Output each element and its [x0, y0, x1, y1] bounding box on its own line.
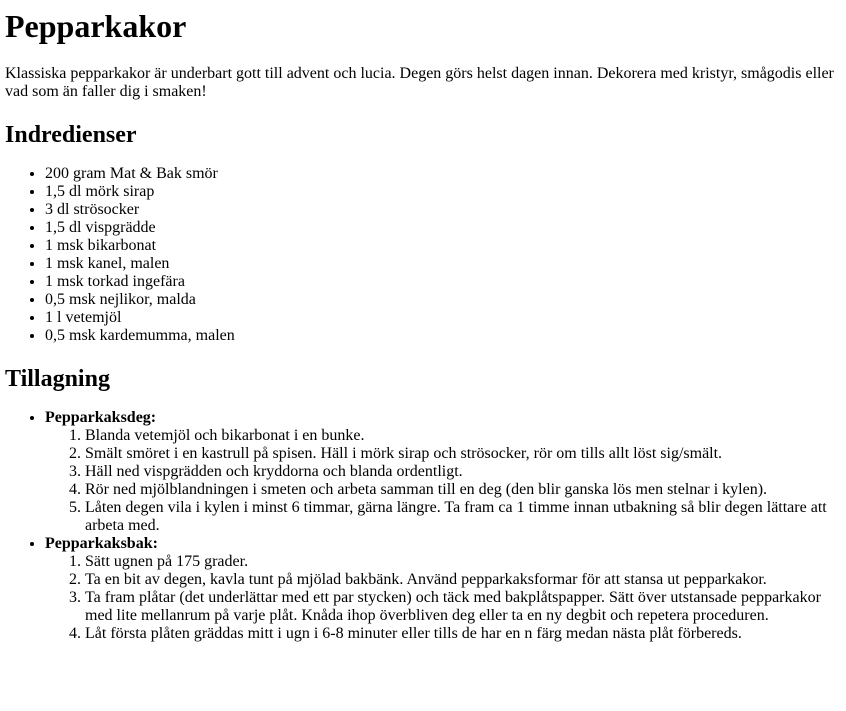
page-title: Pepparkakor — [5, 8, 187, 44]
step-item: 3. Ta fram plåtar (det underlättar med ett par stycken) och täck med bakplåtspapper. Sätt över utstansade pepparkakor med lite mellanrum på varje plåt. Knåda ihop överbliven deg eller ta en ny degbit och repetera proceduren. — [85, 589, 838, 625]
step-item: 4. Rör ned mjölblandningen i smeten och arbeta samman till en deg (den blir ganska lös men stelnar i kylen). — [85, 481, 838, 499]
intro-paragraph: Klassiska pepparkakor är underbart gott till advent och lucia. Degen görs helst dagen innan. Dekorera med kristyr, smågodis eller vad som än faller dig i smaken! — [5, 65, 834, 100]
method-sections-list — [5, 409, 838, 643]
step-item: 4. Låt första plåten gräddas mitt i ugn i 6-8 minuter eller tills de har en n färg medan nästa plåt förbereds. — [85, 625, 838, 643]
step-item: 2. Smält smöret i en kastrull på spisen. Häll i mörk sirap och strösocker, rör om tills allt löst sig/smält. — [85, 445, 838, 463]
method-section-dough — [45, 409, 838, 535]
ingredient-item: • 0,5 msk kardemumma, malen — [45, 327, 838, 345]
ingredient-item: • 3 dl strösocker — [45, 201, 838, 219]
ingredient-item: • 0,5 msk nejlikor, malda — [45, 291, 838, 309]
dough-steps-list — [45, 427, 838, 535]
section-title-dough: Pepparkaksdeg: — [45, 409, 157, 426]
ingredient-item: • 1 msk torkad ingefära — [45, 273, 838, 291]
step-item: 3. Häll ned vispgrädden och kryddorna och blanda ordentligt. — [85, 463, 838, 481]
ingredient-item: • 200 gram Mat & Bak smör — [45, 165, 838, 183]
ingredient-item: • 1,5 dl vispgrädde — [45, 219, 838, 237]
ingredient-item: • 1 msk bikarbonat — [45, 237, 838, 255]
recipe-page — [0, 8, 846, 643]
step-item: 5. Låten degen vila i kylen i minst 6 timmar, gärna längre. Ta fram ca 1 timme innan utbakning så blir degen lättare att arbeta med. — [85, 499, 838, 535]
step-item: 1. Sätt ugnen på 175 grader. — [85, 553, 838, 571]
method-section-baking — [45, 535, 838, 643]
step-item: 1. Blanda vetemjöl och bikarbonat i en bunke. — [85, 427, 838, 445]
method-heading: Tillagning — [5, 366, 110, 392]
ingredient-item: • 1 msk kanel, malen — [45, 255, 838, 273]
step-item: 2. Ta en bit av degen, kavla tunt på mjölad bakbänk. Använd pepparkaksformar för att stansa ut pepparkakor. — [85, 571, 838, 589]
baking-steps-list — [45, 553, 838, 643]
ingredients-list — [5, 165, 838, 345]
ingredient-item: • 1 l vetemjöl — [45, 309, 838, 327]
ingredients-heading: Indredienser — [5, 122, 137, 148]
section-title-baking: Pepparkaksbak: — [45, 535, 158, 552]
ingredient-item: • 1,5 dl mörk sirap — [45, 183, 838, 201]
